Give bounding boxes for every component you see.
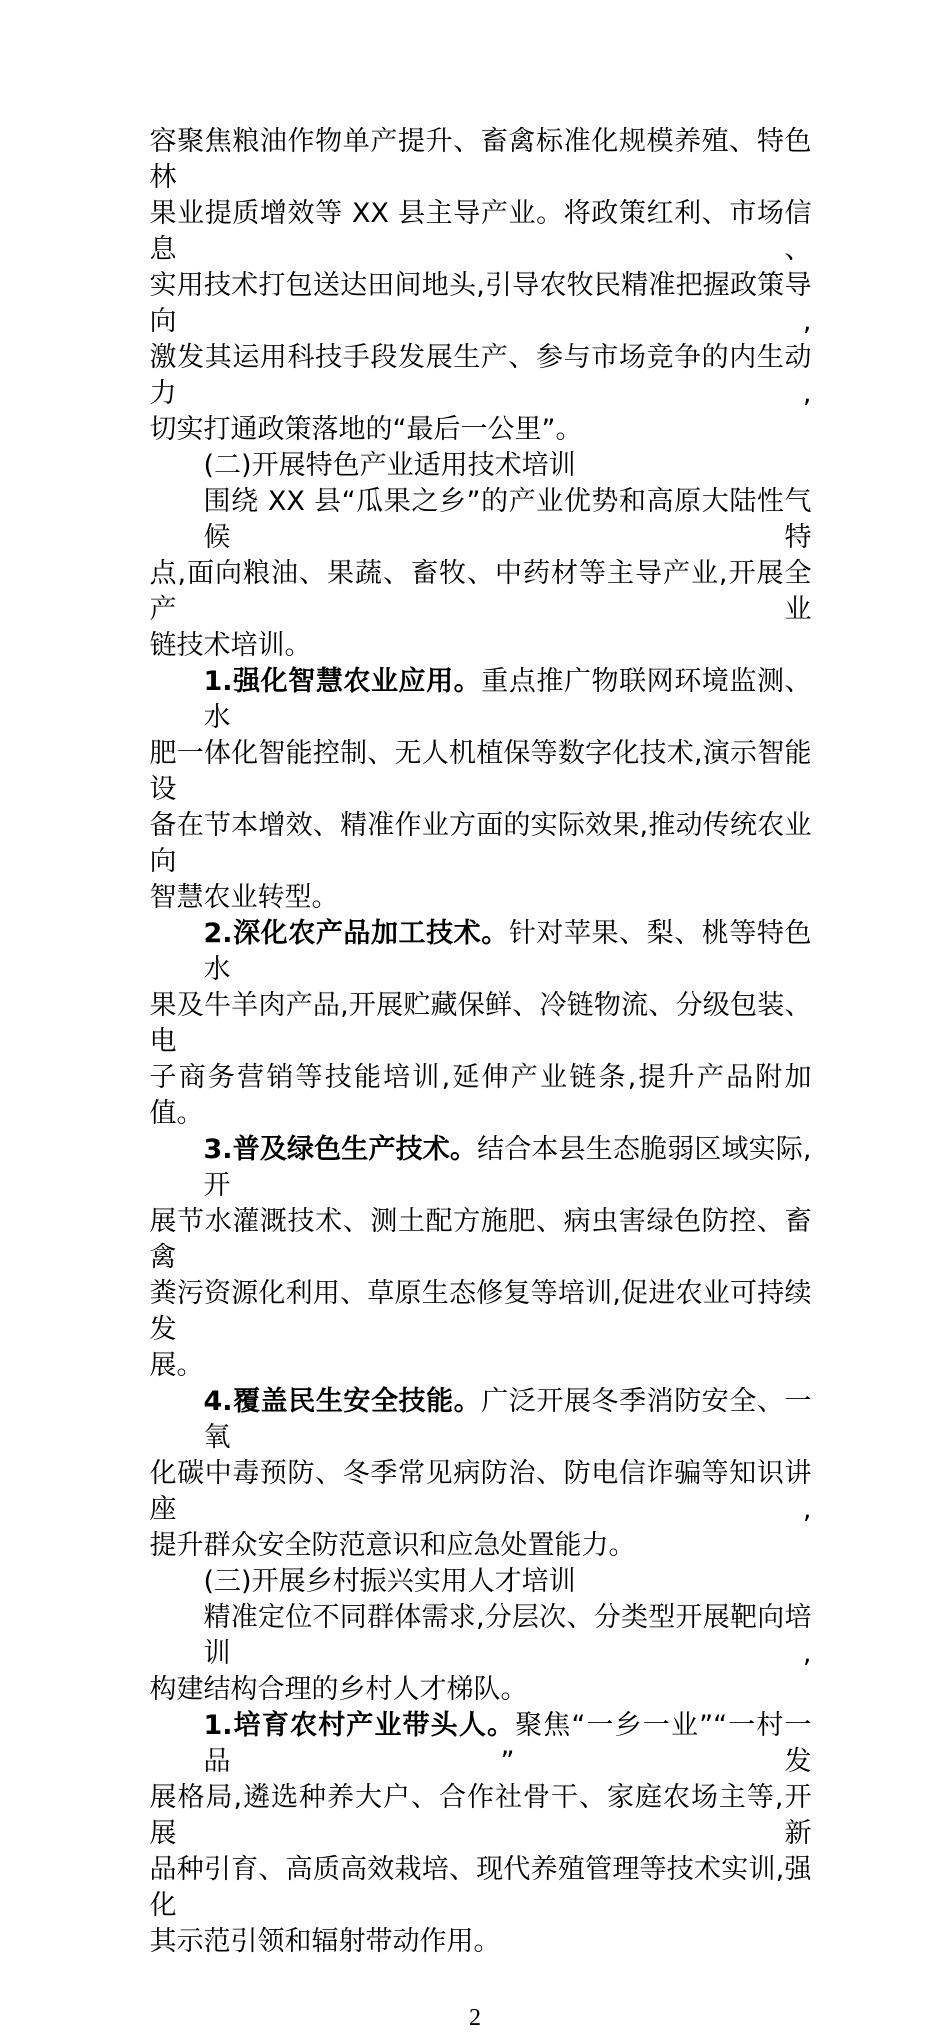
- line-text: 聚焦“一乡一业”“一村一品”发: [203, 1710, 812, 1777]
- text-line: [150, 124, 812, 196]
- line-text: 围绕 XX 县“瓜果之乡”的产业优势和高原大陆性气候特: [203, 486, 812, 553]
- line-text: 果及牛羊肉产品,开展贮藏保鲜、冷链物流、分级包装、电: [149, 990, 812, 1057]
- line-text: 激发其运用科技手段发展生产、参与市场竞争的内生动力,: [149, 342, 812, 409]
- line-text: 精准定位不同群体需求,分层次、分类型开展靶向培训,: [203, 1602, 812, 1669]
- text-line: [150, 1672, 812, 1708]
- text-line: [150, 1204, 812, 1276]
- line-text: (二)开展特色产业适用技术培训: [203, 450, 576, 481]
- text-line: [150, 664, 812, 736]
- paragraph: [150, 1600, 812, 1708]
- paragraph: [150, 1384, 812, 1564]
- text-line: [150, 1456, 812, 1528]
- text-line: [150, 412, 812, 448]
- line-text: 切实打通政策落地的“最后一公里”。: [149, 414, 583, 445]
- paragraph: [150, 124, 812, 448]
- paragraph: [150, 484, 812, 664]
- line-text: 果业提质增效等 XX 县主导产业。将政策红利、市场信息、: [149, 198, 812, 265]
- paragraph: [150, 1564, 812, 1600]
- bold-lead-in: 1.培育农村产业带头人。: [203, 1710, 516, 1741]
- line-text: 其示范引领和辐射带动作用。: [149, 1926, 501, 1957]
- line-text: 重点推广物联网环境监测、水: [203, 666, 812, 733]
- line-text: 子商务营销等技能培训,延伸产业链条,提升产品附加值。: [149, 1062, 812, 1129]
- text-line: [150, 268, 812, 340]
- line-text: 展格局,遴选种养大户、合作社骨干、家庭农场主等,开展新: [149, 1782, 812, 1849]
- paragraph: [150, 916, 812, 1132]
- document-body: [150, 124, 812, 1960]
- text-line: [150, 1276, 812, 1348]
- line-text: 链技术培训。: [149, 630, 312, 661]
- line-text: 提升群众安全防范意识和应急处置能力。: [149, 1530, 636, 1561]
- text-line: [150, 988, 812, 1060]
- line-text: 展。: [149, 1350, 204, 1381]
- line-text: 容聚焦粮油作物单产提升、畜禽标准化规模养殖、特色林: [149, 126, 812, 193]
- line-text: 粪污资源化利用、草原生态修复等培训,促进农业可持续发: [149, 1278, 812, 1345]
- bold-lead-in: 2.深化农产品加工技术。: [203, 918, 509, 949]
- line-text: 肥一体化智能控制、无人机植保等数字化技术,演示智能设: [149, 738, 812, 805]
- text-line: [150, 1780, 812, 1852]
- text-line: [150, 808, 812, 880]
- text-line: [150, 628, 812, 664]
- line-text: 展节水灌溉技术、测土配方施肥、病虫害绿色防控、畜禽: [149, 1206, 812, 1273]
- text-line: [150, 340, 812, 412]
- paragraph: [150, 1132, 812, 1384]
- bold-lead-in: 3.普及绿色生产技术。: [203, 1134, 478, 1165]
- text-line: [150, 556, 812, 628]
- line-text: 智慧农业转型。: [149, 882, 339, 913]
- bold-lead-in: 1.强化智慧农业应用。: [203, 666, 482, 697]
- text-line: [150, 448, 812, 484]
- line-text: 针对苹果、梨、桃等特色水: [203, 918, 812, 985]
- text-line: [150, 916, 812, 988]
- paragraph: [150, 448, 812, 484]
- paragraph: [150, 1708, 812, 1960]
- line-text: 结合本县生态脆弱区域实际,开: [203, 1134, 812, 1201]
- line-text: 构建结构合理的乡村人才梯队。: [149, 1674, 528, 1705]
- text-line: [150, 1924, 812, 1960]
- text-line: [150, 1060, 812, 1132]
- line-text: 点,面向粮油、果蔬、畜牧、中药材等主导产业,开展全产业: [149, 558, 812, 625]
- line-text: 化碳中毒预防、冬季常见病防治、防电信诈骗等知识讲座,: [149, 1458, 812, 1525]
- text-line: [150, 484, 812, 556]
- text-line: [150, 196, 812, 268]
- line-text: 广泛开展冬季消防安全、一氧: [203, 1386, 812, 1453]
- paragraph: [150, 664, 812, 916]
- text-line: [150, 1384, 812, 1456]
- text-line: [150, 1564, 812, 1600]
- text-line: [150, 1600, 812, 1672]
- text-line: [150, 1348, 812, 1384]
- text-line: [150, 1852, 812, 1924]
- text-line: [150, 1528, 812, 1564]
- text-line: [150, 736, 812, 808]
- line-text: 备在节本增效、精准作业方面的实际效果,推动传统农业向: [149, 810, 812, 877]
- text-line: [150, 1708, 812, 1780]
- line-text: 实用技术打包送达田间地头,引导农牧民精准把握政策导向,: [149, 270, 812, 337]
- line-text: 品种引育、高质高效栽培、现代养殖管理等技术实训,强化: [149, 1854, 812, 1921]
- bold-lead-in: 4.覆盖民生安全技能。: [203, 1386, 482, 1417]
- page-number: 2: [469, 2005, 481, 2031]
- text-line: [150, 1132, 812, 1204]
- text-line: [150, 880, 812, 916]
- line-text: (三)开展乡村振兴实用人才培训: [203, 1566, 576, 1597]
